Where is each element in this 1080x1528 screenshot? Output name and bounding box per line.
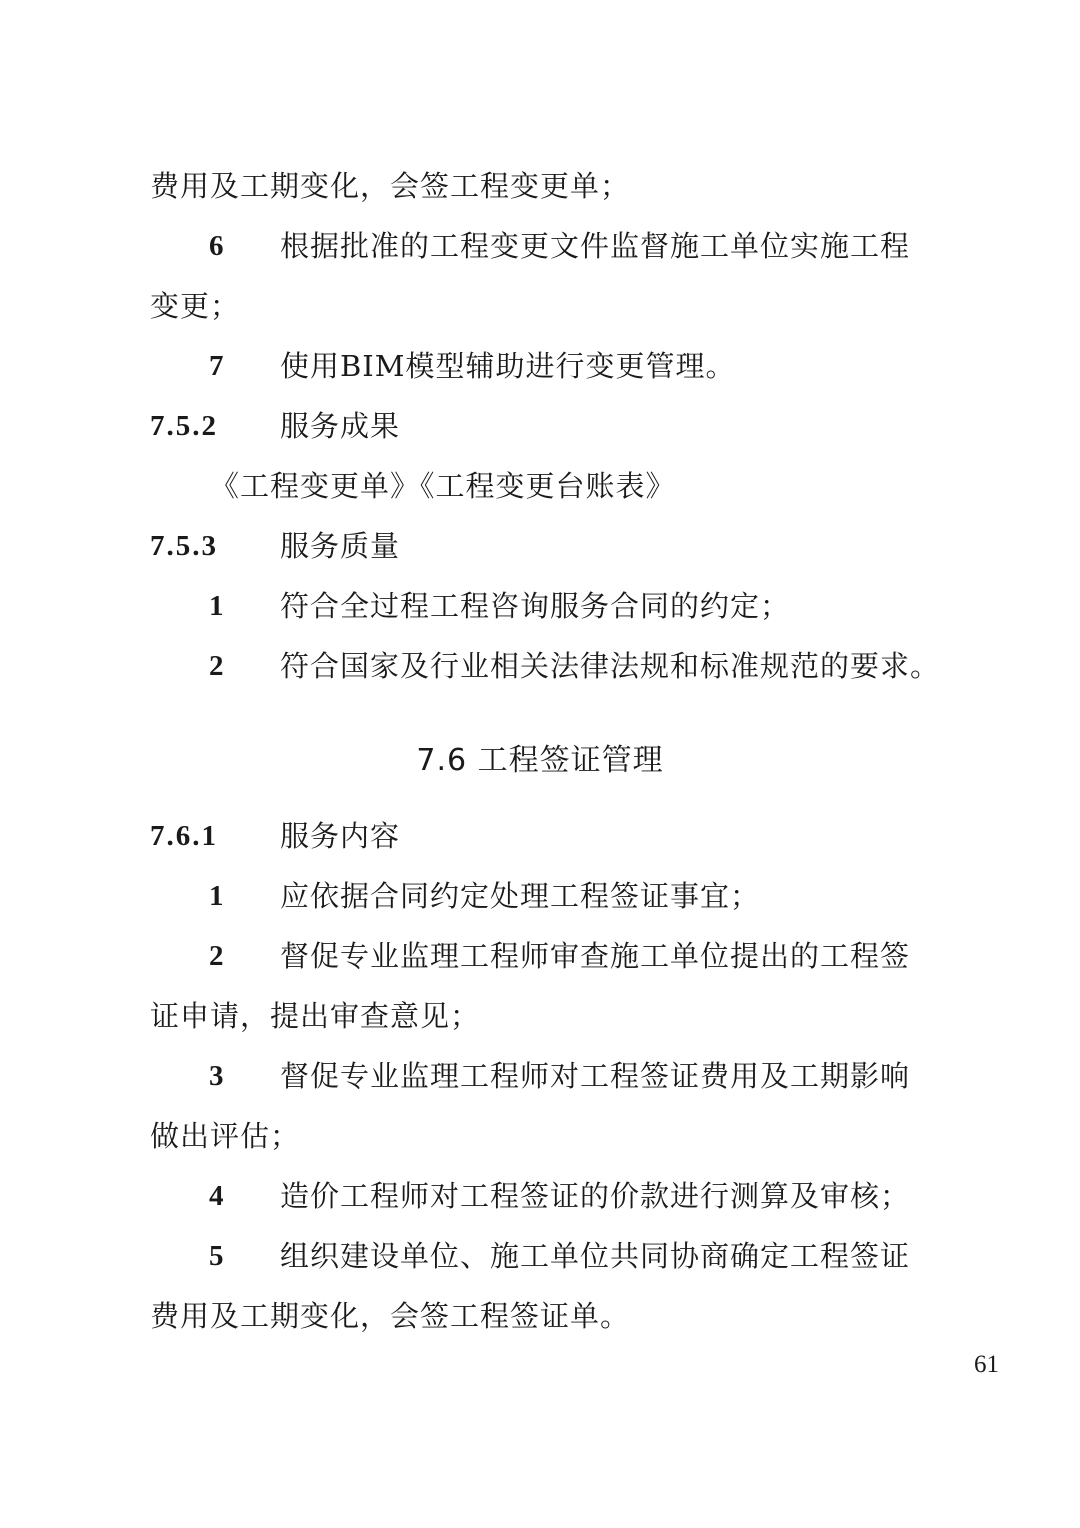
- item-6-continued: 变更；: [150, 289, 241, 323]
- section-7-6-1-item-3-number: 3: [209, 1060, 224, 1092]
- section-7-5-3-item-1-text: 符合全过程工程咨询服务合同的约定；: [280, 589, 791, 623]
- section-7-5-3-number: 7.5.3: [150, 530, 218, 562]
- section-7-6-1-item-1-number: 1: [209, 880, 224, 912]
- section-7-5-3-title: 服务质量: [280, 529, 401, 563]
- section-7-5-2-title: 服务成果: [280, 409, 401, 443]
- section-7-5-3-item-2-number: 2: [209, 650, 224, 682]
- page-number: 61: [974, 1351, 999, 1378]
- section-7-5-3-item-1-number: 1: [209, 590, 224, 622]
- section-7-6-1-item-2-number: 2: [209, 940, 224, 972]
- section-7-5-3-item-2-text: 符合国家及行业相关法律法规和标准规范的要求。: [280, 649, 941, 683]
- section-7-6-heading: 7.6 工程签证管理: [416, 743, 664, 778]
- section-7-6-1-item-2-text: 督促专业监理工程师审查施工单位提出的工程签: [280, 939, 911, 973]
- item-6-text: 根据批准的工程变更文件监督施工单位实施工程: [280, 229, 911, 263]
- section-7-6-1-item-3-text: 督促专业监理工程师对工程签证费用及工期影响: [280, 1059, 911, 1093]
- section-7-6-1-item-4-number: 4: [209, 1180, 224, 1212]
- section-7-6-1-item-5-text: 组织建设单位、施工单位共同协商确定工程签证: [280, 1239, 911, 1273]
- item-7-number: 7: [209, 350, 224, 382]
- item-6-number: 6: [209, 230, 224, 262]
- section-7-6-1-title: 服务内容: [280, 819, 401, 853]
- section-7-5-2-body: 《工程变更单》《工程变更台账表》: [210, 469, 676, 503]
- continuation-line: 费用及工期变化，会签工程变更单；: [150, 169, 631, 203]
- section-7-6-1-item-2-continued: 证申请，提出审查意见；: [150, 999, 481, 1033]
- section-7-6-1-item-3-continued: 做出评估；: [150, 1119, 301, 1153]
- section-7-5-2-number: 7.5.2: [150, 410, 218, 442]
- section-7-6-1-item-5-number: 5: [209, 1240, 224, 1272]
- section-7-6-1-number: 7.6.1: [150, 820, 218, 852]
- section-7-6-1-item-5-continued: 费用及工期变化，会签工程签证单。: [150, 1299, 631, 1333]
- section-7-6-1-item-4-text: 造价工程师对工程签证的价款进行测算及审核；: [280, 1179, 911, 1213]
- item-7-text: 使用BIM模型辅助进行变更管理。: [280, 349, 736, 383]
- section-7-6-1-item-1-text: 应依据合同约定处理工程签证事宜；: [280, 879, 761, 913]
